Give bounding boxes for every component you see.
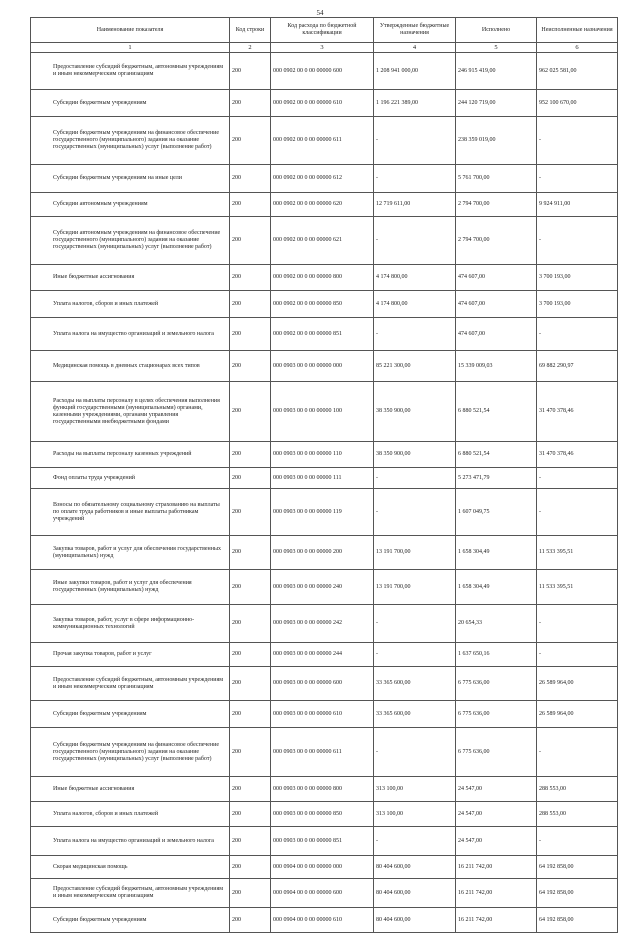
cell-line-code: 200 — [230, 856, 271, 879]
cell-indicator-name: Уплата налогов, сборов и иных платежей — [31, 291, 230, 318]
cell-indicator-name: Иные бюджетные ассигнования — [31, 265, 230, 291]
cell-budget-code: 000 0902 00 0 00 00000 800 — [271, 265, 374, 291]
cell-executed: 6 880 521,54 — [456, 382, 537, 442]
cell-budget-code: 000 0903 00 0 00 00000 610 — [271, 701, 374, 728]
cell-unexecuted: - — [537, 117, 618, 165]
cell-budget-code: 000 0903 00 0 00 00000 242 — [271, 605, 374, 643]
header-unexecuted: Неисполненные назначения — [537, 18, 618, 43]
cell-approved: - — [374, 605, 456, 643]
cell-indicator-name: Субсидии бюджетным учреждениям на финансовое обеспечение государственного (муниципального) задания на оказание государственных (муниципальных) услуг (выполнение работ) — [31, 728, 230, 777]
header-approved: Утвержденные бюджетные назначения — [374, 18, 456, 43]
cell-budget-code: 000 0902 00 0 00 00000 612 — [271, 165, 374, 193]
cell-line-code: 200 — [230, 217, 271, 265]
cell-line-code: 200 — [230, 468, 271, 489]
cell-approved: 80 404 600,00 — [374, 908, 456, 933]
cell-line-code: 200 — [230, 777, 271, 802]
cell-budget-code: 000 0903 00 0 00 00000 000 — [271, 351, 374, 382]
cell-indicator-name: Субсидии бюджетным учреждениям на иные цели — [31, 165, 230, 193]
table-row — [31, 802, 618, 827]
table-row — [31, 217, 618, 265]
cell-indicator-name: Уплата налогов, сборов и иных платежей — [31, 802, 230, 827]
cell-executed: 474 607,00 — [456, 318, 537, 351]
cell-budget-code: 000 0903 00 0 00 00000 244 — [271, 643, 374, 667]
table-row — [31, 318, 618, 351]
cell-line-code: 200 — [230, 442, 271, 468]
cell-unexecuted: - — [537, 489, 618, 536]
cell-unexecuted: - — [537, 217, 618, 265]
cell-indicator-name: Предоставление субсидий бюджетным, автономным учреждениям и иным некоммерческим организациям — [31, 879, 230, 908]
column-number: 3 — [271, 43, 374, 53]
table-row — [31, 536, 618, 570]
cell-budget-code: 000 0904 00 0 00 00000 610 — [271, 908, 374, 933]
table-row — [31, 193, 618, 217]
cell-budget-code: 000 0903 00 0 00 00000 611 — [271, 728, 374, 777]
cell-unexecuted: 11 533 395,51 — [537, 570, 618, 605]
cell-indicator-name: Закупка товаров, работ, услуг в сфере информационно-коммуникационных технологий — [31, 605, 230, 643]
cell-executed: 24 547,00 — [456, 827, 537, 856]
cell-executed: 2 794 700,00 — [456, 193, 537, 217]
cell-executed: 6 775 636,00 — [456, 728, 537, 777]
header-budget-code: Код расхода по бюджетной классификации — [271, 18, 374, 43]
cell-unexecuted: - — [537, 605, 618, 643]
cell-line-code: 200 — [230, 667, 271, 701]
cell-executed: 246 915 419,00 — [456, 53, 537, 90]
cell-approved: - — [374, 468, 456, 489]
cell-executed: 16 211 742,00 — [456, 908, 537, 933]
table-row — [31, 117, 618, 165]
cell-executed: 5 761 700,00 — [456, 165, 537, 193]
cell-indicator-name: Скорая медицинская помощь — [31, 856, 230, 879]
table-row — [31, 728, 618, 777]
cell-indicator-name: Закупка товаров, работ и услуг для обеспечения государственных (муниципальных) нужд — [31, 536, 230, 570]
cell-executed: 6 775 636,00 — [456, 667, 537, 701]
cell-unexecuted: 952 100 670,00 — [537, 90, 618, 117]
cell-line-code: 200 — [230, 827, 271, 856]
cell-unexecuted: 26 589 964,00 — [537, 701, 618, 728]
cell-indicator-name: Иные закупки товаров, работ и услуг для обеспечения государственных (муниципальных) нужд — [31, 570, 230, 605]
cell-budget-code: 000 0902 00 0 00 00000 850 — [271, 291, 374, 318]
cell-approved: 1 208 941 000,00 — [374, 53, 456, 90]
table-row — [31, 827, 618, 856]
cell-executed: 1 637 650,16 — [456, 643, 537, 667]
cell-budget-code: 000 0903 00 0 00 00000 851 — [271, 827, 374, 856]
cell-indicator-name: Медицинская помощь в дневных стационарах всех типов — [31, 351, 230, 382]
cell-approved: 4 174 800,00 — [374, 265, 456, 291]
header-row — [31, 18, 618, 43]
column-number: 5 — [456, 43, 537, 53]
cell-line-code: 200 — [230, 489, 271, 536]
cell-approved: 1 196 221 389,00 — [374, 90, 456, 117]
cell-budget-code: 000 0902 00 0 00 00000 851 — [271, 318, 374, 351]
cell-approved: - — [374, 489, 456, 536]
cell-indicator-name: Субсидии бюджетным учреждениям на финансовое обеспечение государственного (муниципального) задания на оказание государственных (муниципальных) услуг (выполнение работ) — [31, 117, 230, 165]
column-number-row — [31, 43, 618, 53]
cell-unexecuted: 31 470 378,46 — [537, 382, 618, 442]
table-row — [31, 643, 618, 667]
cell-unexecuted: - — [537, 728, 618, 777]
cell-budget-code: 000 0903 00 0 00 00000 800 — [271, 777, 374, 802]
cell-line-code: 200 — [230, 536, 271, 570]
cell-approved: 12 719 611,00 — [374, 193, 456, 217]
cell-unexecuted: 31 470 378,46 — [537, 442, 618, 468]
table-row — [31, 570, 618, 605]
cell-executed: 474 607,00 — [456, 265, 537, 291]
column-number: 1 — [31, 43, 230, 53]
cell-unexecuted: 64 192 858,00 — [537, 879, 618, 908]
table-row — [31, 856, 618, 879]
cell-indicator-name: Предоставление субсидий бюджетным, автономным учреждениям и иным некоммерческим организациям — [31, 667, 230, 701]
cell-indicator-name: Субсидии бюджетным учреждениям — [31, 701, 230, 728]
cell-unexecuted: - — [537, 468, 618, 489]
cell-line-code: 200 — [230, 643, 271, 667]
cell-executed: 16 211 742,00 — [456, 879, 537, 908]
table-row — [31, 382, 618, 442]
cell-budget-code: 000 0904 00 0 00 00000 600 — [271, 879, 374, 908]
cell-executed: 24 547,00 — [456, 777, 537, 802]
column-number: 2 — [230, 43, 271, 53]
cell-approved: 4 174 800,00 — [374, 291, 456, 318]
cell-approved: - — [374, 728, 456, 777]
cell-unexecuted: 288 553,00 — [537, 802, 618, 827]
cell-executed: 16 211 742,00 — [456, 856, 537, 879]
cell-approved: - — [374, 827, 456, 856]
cell-approved: 80 404 600,00 — [374, 879, 456, 908]
cell-indicator-name: Иные бюджетные ассигнования — [31, 777, 230, 802]
header-executed: Исполнено — [456, 18, 537, 43]
cell-budget-code: 000 0903 00 0 00 00000 600 — [271, 667, 374, 701]
table-row — [31, 777, 618, 802]
cell-executed: 15 339 009,03 — [456, 351, 537, 382]
cell-line-code: 200 — [230, 193, 271, 217]
cell-approved: 33 365 600,00 — [374, 701, 456, 728]
page-number: 54 — [316, 9, 324, 17]
cell-approved: 13 191 700,00 — [374, 570, 456, 605]
cell-unexecuted: 962 025 581,00 — [537, 53, 618, 90]
table-row — [31, 351, 618, 382]
cell-executed: 2 794 700,00 — [456, 217, 537, 265]
cell-indicator-name: Расходы на выплаты персоналу в целях обеспечения выполнения функций государственными (муниципальными) органами, казенными учреждениями, органами управления государственными внебюджетными фондами — [31, 382, 230, 442]
table-row — [31, 489, 618, 536]
cell-budget-code: 000 0903 00 0 00 00000 240 — [271, 570, 374, 605]
cell-approved: 313 100,00 — [374, 777, 456, 802]
cell-unexecuted: - — [537, 165, 618, 193]
cell-executed: 20 654,33 — [456, 605, 537, 643]
table-row — [31, 442, 618, 468]
header-line-code: Код строки — [230, 18, 271, 43]
cell-unexecuted: 26 589 964,00 — [537, 667, 618, 701]
cell-unexecuted: 64 192 858,00 — [537, 908, 618, 933]
cell-budget-code: 000 0903 00 0 00 00000 111 — [271, 468, 374, 489]
cell-line-code: 200 — [230, 908, 271, 933]
cell-indicator-name: Взносы по обязательному социальному страхованию на выплаты по оплате труда работников и иные выплаты работникам учреждений — [31, 489, 230, 536]
table-row — [31, 667, 618, 701]
cell-line-code: 200 — [230, 802, 271, 827]
cell-budget-code: 000 0903 00 0 00 00000 100 — [271, 382, 374, 442]
table-row — [31, 165, 618, 193]
cell-executed: 1 658 304,49 — [456, 570, 537, 605]
cell-executed: 6 880 521,54 — [456, 442, 537, 468]
cell-budget-code: 000 0902 00 0 00 00000 610 — [271, 90, 374, 117]
cell-unexecuted: 288 553,00 — [537, 777, 618, 802]
cell-indicator-name: Прочая закупка товаров, работ и услуг — [31, 643, 230, 667]
cell-indicator-name: Предоставление субсидий бюджетным, автономным учреждениям и иным некоммерческим организациям — [31, 53, 230, 90]
cell-unexecuted: 69 882 290,97 — [537, 351, 618, 382]
cell-budget-code: 000 0902 00 0 00 00000 600 — [271, 53, 374, 90]
cell-approved: 13 191 700,00 — [374, 536, 456, 570]
table-row — [31, 908, 618, 933]
cell-line-code: 200 — [230, 318, 271, 351]
cell-line-code: 200 — [230, 570, 271, 605]
expenditure-report-table — [30, 17, 618, 933]
cell-unexecuted: 11 533 395,51 — [537, 536, 618, 570]
cell-executed: 5 273 471,79 — [456, 468, 537, 489]
cell-executed: 238 359 019,00 — [456, 117, 537, 165]
column-number: 4 — [374, 43, 456, 53]
cell-unexecuted: 9 924 911,00 — [537, 193, 618, 217]
cell-executed: 1 658 304,49 — [456, 536, 537, 570]
cell-budget-code: 000 0903 00 0 00 00000 200 — [271, 536, 374, 570]
table-row — [31, 265, 618, 291]
cell-indicator-name: Расходы на выплаты персоналу казенных учреждений — [31, 442, 230, 468]
column-number: 6 — [537, 43, 618, 53]
cell-executed: 244 120 719,00 — [456, 90, 537, 117]
cell-approved: 33 365 600,00 — [374, 667, 456, 701]
cell-unexecuted: 3 700 193,00 — [537, 291, 618, 318]
cell-unexecuted: 3 700 193,00 — [537, 265, 618, 291]
cell-approved: - — [374, 643, 456, 667]
cell-indicator-name: Фонд оплаты труда учреждений — [31, 468, 230, 489]
cell-line-code: 200 — [230, 291, 271, 318]
cell-indicator-name: Субсидии бюджетным учреждениям — [31, 90, 230, 117]
cell-approved: - — [374, 217, 456, 265]
cell-line-code: 200 — [230, 117, 271, 165]
cell-approved: 38 350 900,00 — [374, 442, 456, 468]
cell-executed: 24 547,00 — [456, 802, 537, 827]
cell-line-code: 200 — [230, 605, 271, 643]
cell-approved: - — [374, 165, 456, 193]
table-row — [31, 605, 618, 643]
cell-line-code: 200 — [230, 879, 271, 908]
cell-unexecuted: 64 192 858,00 — [537, 856, 618, 879]
cell-indicator-name: Субсидии автономным учреждениям на финансовое обеспечение государственного (муниципального) задания на оказание государственных (муниципальных) услуг (выполнение работ) — [31, 217, 230, 265]
cell-indicator-name: Субсидии автономным учреждениям — [31, 193, 230, 217]
table-row — [31, 53, 618, 90]
cell-budget-code: 000 0902 00 0 00 00000 621 — [271, 217, 374, 265]
cell-approved: 80 404 600,00 — [374, 856, 456, 879]
cell-approved: 38 350 900,00 — [374, 382, 456, 442]
cell-approved: 313 100,00 — [374, 802, 456, 827]
cell-budget-code: 000 0903 00 0 00 00000 110 — [271, 442, 374, 468]
cell-indicator-name: Уплата налога на имущество организаций и земельного налога — [31, 318, 230, 351]
cell-line-code: 200 — [230, 728, 271, 777]
cell-approved: - — [374, 117, 456, 165]
cell-budget-code: 000 0903 00 0 00 00000 850 — [271, 802, 374, 827]
table-row — [31, 90, 618, 117]
cell-line-code: 200 — [230, 53, 271, 90]
cell-indicator-name: Субсидии бюджетным учреждениям — [31, 908, 230, 933]
cell-budget-code: 000 0903 00 0 00 00000 119 — [271, 489, 374, 536]
cell-line-code: 200 — [230, 265, 271, 291]
cell-line-code: 200 — [230, 165, 271, 193]
cell-budget-code: 000 0902 00 0 00 00000 620 — [271, 193, 374, 217]
table-row — [31, 701, 618, 728]
cell-budget-code: 000 0904 00 0 00 00000 000 — [271, 856, 374, 879]
header-indicator-name: Наименование показателя — [31, 18, 230, 43]
cell-executed: 474 607,00 — [456, 291, 537, 318]
cell-line-code: 200 — [230, 701, 271, 728]
cell-line-code: 200 — [230, 382, 271, 442]
cell-executed: 6 775 636,00 — [456, 701, 537, 728]
cell-executed: 1 607 049,75 — [456, 489, 537, 536]
cell-line-code: 200 — [230, 351, 271, 382]
table-row — [31, 468, 618, 489]
cell-unexecuted: - — [537, 827, 618, 856]
table-row — [31, 291, 618, 318]
table-row — [31, 879, 618, 908]
cell-indicator-name: Уплата налога на имущество организаций и земельного налога — [31, 827, 230, 856]
cell-unexecuted: - — [537, 643, 618, 667]
cell-line-code: 200 — [230, 90, 271, 117]
cell-approved: - — [374, 318, 456, 351]
cell-unexecuted: - — [537, 318, 618, 351]
cell-budget-code: 000 0902 00 0 00 00000 611 — [271, 117, 374, 165]
cell-approved: 85 221 300,00 — [374, 351, 456, 382]
